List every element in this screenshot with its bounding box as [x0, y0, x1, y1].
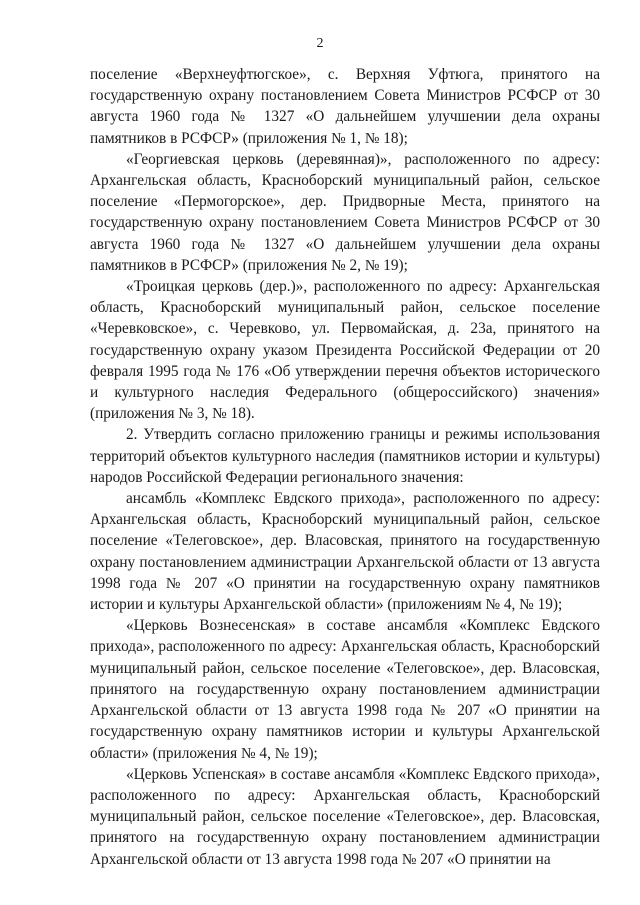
- page-number: 2: [316, 36, 324, 51]
- document-body: [90, 64, 600, 870]
- paragraph-georgievskaya-church: «Георгиевская церковь (деревянная)», расположенного по адресу: Архангельская область, Красноборский муниципальный район, сельское поселение «Пермогорское», дер. Придворные Места, принятого на государственную охрану постановлением Совета Министров РСФСР от 30 августа 1960 года № 1327 «О дальнейшем улучшении дела охраны памятников в РСФСР» (приложения № 2, № 19);: [90, 150, 600, 274]
- paragraph-troitskaya-church: «Троицкая церковь (дер.)», расположенного по адресу: Архангельская область, Красноборский муниципальный район, сельское поселение «Черевковское», с. Черевково, ул. Первомайская, д. 23а, принятого на государственную охрану указом Президента Российской Федерации от 20 февраля 1995 года № 176 «Об утверждении перечня объектов исторического и культурного наследия Федерального (общероссийского) значения» (приложения № 3, № 18).: [90, 278, 600, 423]
- paragraph-voznesenskaya-church: «Церковь Вознесенская» в составе ансамбля «Комплекс Евдского прихода», расположенного по адресу: Архангельская область, Красноборский муниципальный район, сельское поселение «Телеговское», дер. Власовская, принятого на государственную охрану постановлением администрации Архангельской области от 13 августа 1998 года № 207 «О принятии на государственную охрану памятников истории и культуры Архангельской области» (приложения № 4, № 19);: [90, 617, 600, 762]
- paragraph-continuation: поселение «Верхнеуфтюгское», с. Верхняя Уфтюга, принятого на государственную охрану постановлением Совета Министров РСФСР от 30 августа 1960 года № 1327 «О дальнейшем улучшении дела охраны памятников в РСФСР» (приложения № 1, № 18);: [90, 66, 600, 147]
- paragraph-evdsky-ensemble: ансамбль «Комплекс Евдского прихода», расположенного по адресу: Архангельская область, Красноборский муниципальный район, сельское поселение «Телеговское», дер. Власовская, принятого на государственную охрану постановлением администрации Архангельской области от 13 августа 1998 года № 207 «О принятии на государственную охрану памятников истории и культуры Архангельской области» (приложениям № 4, № 19);: [90, 490, 600, 614]
- paragraph-item-2: 2. Утвердить согласно приложению границы и режимы использования территорий объектов культурного наследия (памятников истории и культуры) народов Российской Федерации регионального значения:: [90, 426, 600, 486]
- paragraph-uspenskaya-church: «Церковь Успенская» в составе ансамбля «Комплекс Евдского прихода», расположенного по адресу: Архангельская область, Красноборский муниципальный район, сельское поселение «Телеговское», дер. Власовская, принятого на государственную охрану постановлением администрации Архангельской области от 13 августа 1998 года № 207 «О принятии на: [90, 765, 600, 868]
